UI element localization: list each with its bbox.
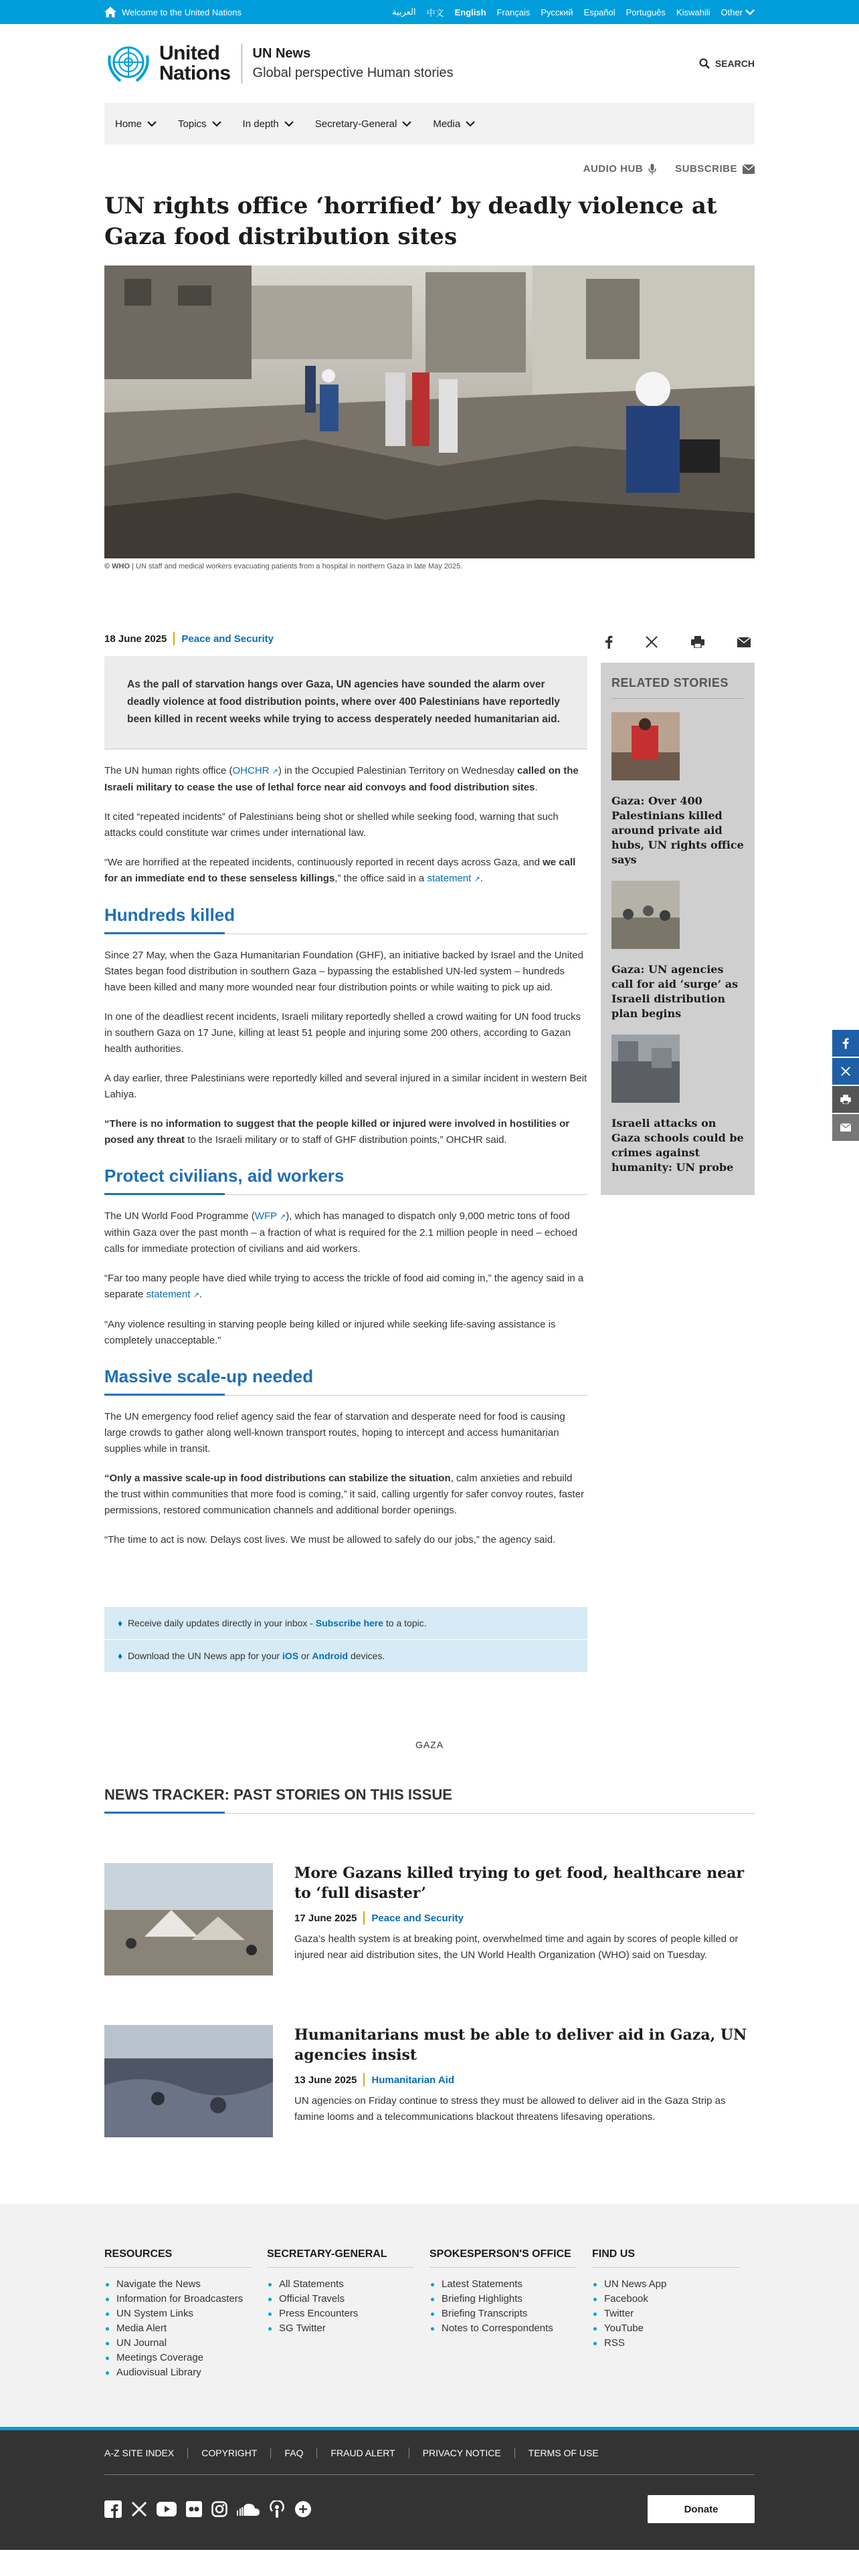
text: “Far too many people have died while trying to access the trickle of food aid coming in,” the agency said in a separate bbox=[104, 1273, 584, 1300]
floating-email-button[interactable] bbox=[832, 1114, 859, 1141]
welcome-link[interactable] bbox=[104, 7, 242, 17]
footer-link[interactable]: RSS bbox=[592, 2336, 755, 2351]
related-heading: RELATED STORIES bbox=[611, 676, 744, 699]
statement-link[interactable]: statement bbox=[427, 873, 472, 884]
lang-arabic[interactable]: العربية bbox=[392, 7, 416, 17]
hero-image bbox=[104, 265, 755, 558]
envelope-icon bbox=[743, 165, 755, 174]
lang-english[interactable]: English bbox=[454, 7, 486, 17]
chevron-down-icon bbox=[212, 120, 221, 127]
footer-heading: RESOURCES bbox=[104, 2248, 252, 2268]
nav-media-label: Media bbox=[433, 118, 461, 130]
text: ), which has managed to dispatch only 9,000 metric tons of food within Gaza over the past month – a fraction of what is required for the 2.1 million people in need – echoed calls for immediate protection of civilians and aid workers. bbox=[104, 1210, 578, 1255]
meta-divider bbox=[363, 2073, 365, 2086]
caption-credit: © WHO bbox=[104, 562, 130, 570]
paragraph bbox=[104, 855, 587, 887]
footer-resources bbox=[104, 2248, 267, 2380]
brand[interactable] bbox=[253, 46, 454, 81]
paragraph: In one of the deadliest recent incidents, Israeli military reportedly shelled a crowd waiting for UN food trucks in southern Gaza on 17 June, killing at least 51 people and injuring some 200 others, according to Gazan health authorities. bbox=[104, 1011, 581, 1055]
text: . bbox=[535, 782, 538, 793]
footer-link[interactable]: Press Encounters bbox=[267, 2306, 430, 2321]
article-lead: As the pall of starvation hangs over Gaza, UN agencies have sounded the alarm over deadly violence at food distribution points, where over 400 Palestinians have reportedly been killed in recent weeks while trying to access desperately needed humanitarian aid. bbox=[104, 656, 587, 750]
nav-home-label: Home bbox=[115, 118, 142, 130]
footer-link[interactable]: Briefing Highlights bbox=[430, 2292, 592, 2306]
nav-in-depth-label: In depth bbox=[242, 118, 279, 130]
search-label: SEARCH bbox=[714, 58, 755, 69]
topic-tag[interactable]: GAZA bbox=[415, 1739, 444, 1750]
chevron-down-icon bbox=[147, 120, 157, 127]
paragraph: “Any violence resulting in starving people being killed or injured while seeking life-saving assistance is completely unacceptable.” bbox=[104, 1319, 556, 1346]
sub-nav bbox=[104, 163, 755, 175]
paragraph bbox=[104, 1116, 587, 1148]
lang-other-label: Other bbox=[721, 7, 743, 17]
paragraph bbox=[104, 1208, 587, 1257]
paragraph: “The time to act is now. Delays cost lives. We must be allowed to safely do our jobs,” the agency said. bbox=[104, 1534, 556, 1545]
related-story[interactable] bbox=[611, 1035, 744, 1175]
diamond-icon: ♦ bbox=[118, 1650, 123, 1661]
footer-secretary-general bbox=[267, 2248, 430, 2380]
android-link[interactable]: Android bbox=[312, 1650, 349, 1661]
footer-link[interactable]: UN News App bbox=[592, 2277, 755, 2292]
audio-hub-link[interactable] bbox=[583, 163, 657, 175]
footer-legal-link[interactable]: COPYRIGHT bbox=[187, 2448, 270, 2458]
tracker-story bbox=[104, 1863, 755, 1975]
lang-french[interactable]: Français bbox=[496, 7, 531, 17]
story-date: 13 June 2025 bbox=[294, 2074, 357, 2086]
lang-russian[interactable]: Русский bbox=[541, 7, 573, 17]
paragraph: It cited “repeated incidents” of Palestinians being shot or shelled while seeking food, warning that such attacks could constitute war crimes under international law. bbox=[104, 811, 559, 839]
floating-facebook-button[interactable] bbox=[832, 1030, 859, 1057]
nav-in-depth[interactable] bbox=[243, 118, 294, 130]
text: ) in the Occupied Palestinian Territory on Wednesday bbox=[278, 765, 518, 776]
footer-bottom bbox=[0, 2427, 859, 2550]
footer-link[interactable]: Briefing Transcripts bbox=[430, 2306, 592, 2321]
floating-share bbox=[832, 1030, 859, 1142]
promo-subscribe bbox=[104, 1607, 587, 1640]
subscribe-here-link[interactable]: Subscribe here bbox=[315, 1618, 384, 1628]
paragraph bbox=[104, 1471, 587, 1519]
section-heading: Protect civilians, aid workers bbox=[104, 1166, 587, 1195]
lang-other-dropdown[interactable] bbox=[721, 7, 755, 17]
nav-secretary-general[interactable] bbox=[315, 118, 412, 130]
meta-divider bbox=[173, 632, 175, 645]
article-title: UN rights office ‘horrified’ by deadly violence at Gaza food distribution sites bbox=[104, 193, 717, 250]
share-bar bbox=[601, 632, 755, 652]
footer-legal-link[interactable]: PRIVACY NOTICE bbox=[409, 2448, 514, 2458]
lang-portuguese[interactable]: Português bbox=[626, 7, 666, 17]
main-nav bbox=[104, 103, 755, 144]
logo-line-2: Nations bbox=[159, 62, 231, 84]
subscribe-link[interactable] bbox=[675, 163, 755, 175]
section-heading: Hundreds killed bbox=[104, 905, 587, 934]
related-story[interactable] bbox=[611, 881, 744, 1021]
story-summary: Gaza’s health system is at breaking point, overwhelmed time and again by scores of people killed or injured near aid distribution sites, the UN World Health Organization (WHO) said on Tuesday. bbox=[294, 1933, 739, 1961]
facebook-icon bbox=[842, 1037, 849, 1049]
footer-link[interactable]: Media Alert bbox=[104, 2321, 267, 2336]
section-heading: Massive scale-up needed bbox=[104, 1366, 587, 1396]
footer-heading: FIND US bbox=[592, 2248, 739, 2268]
text: The UN human rights office ( bbox=[104, 765, 233, 776]
text: The UN World Food Programme ( bbox=[104, 1210, 255, 1222]
lang-kiswahili[interactable]: Kiswahili bbox=[676, 7, 710, 17]
text: Download the UN News app for your bbox=[127, 1650, 283, 1661]
related-stories bbox=[601, 663, 755, 1195]
footer-link[interactable]: Twitter bbox=[592, 2306, 755, 2321]
diamond-icon: ♦ bbox=[118, 1618, 123, 1628]
facebook-icon[interactable] bbox=[605, 635, 613, 649]
un-emblem-icon bbox=[104, 42, 153, 85]
x-twitter-icon[interactable] bbox=[646, 636, 658, 648]
hero-photo bbox=[104, 265, 755, 558]
email-icon bbox=[840, 1123, 851, 1132]
footer-divider bbox=[104, 2474, 755, 2475]
footer-spokesperson bbox=[430, 2248, 592, 2380]
facebook-icon[interactable] bbox=[104, 2500, 122, 2518]
donate-button[interactable]: Donate bbox=[648, 2495, 755, 2523]
nav-topics[interactable] bbox=[178, 118, 221, 130]
chevron-down-icon bbox=[284, 120, 294, 127]
related-title[interactable]: Gaza: UN agencies call for aid ‘surge’ as Israeli distribution plan begins bbox=[611, 963, 739, 1020]
story-meta bbox=[294, 2073, 755, 2086]
external-link-icon: ↗ bbox=[193, 1291, 199, 1299]
brand-title: UN News bbox=[252, 46, 311, 61]
logo-line-1: United bbox=[159, 42, 220, 64]
story-title[interactable]: More Gazans killed trying to get food, healthcare near to ‘full disaster’ bbox=[294, 1864, 745, 1902]
story-title[interactable]: Humanitarians must be able to deliver aid in Gaza, UN agencies insist bbox=[294, 2026, 747, 2064]
related-thumbnail[interactable] bbox=[611, 1035, 680, 1103]
footer-heading: SPOKESPERSON'S OFFICE bbox=[430, 2248, 577, 2268]
footer-link[interactable]: Audiovisual Library bbox=[104, 2365, 267, 2380]
footer-legal-link[interactable]: A-Z SITE INDEX bbox=[104, 2448, 175, 2458]
print-icon bbox=[840, 1095, 851, 1104]
floating-print-button[interactable] bbox=[832, 1086, 859, 1113]
external-link-icon: ↗ bbox=[474, 875, 480, 883]
footer-legal-link[interactable]: FRAUD ALERT bbox=[316, 2448, 408, 2458]
nav-topics-label: Topics bbox=[178, 118, 207, 130]
footer-link[interactable]: Information for Broadcasters bbox=[104, 2292, 267, 2306]
lang-spanish[interactable]: Español bbox=[583, 7, 615, 17]
paragraph bbox=[104, 1271, 587, 1303]
chevron-down-icon bbox=[402, 120, 411, 127]
bold-text: “Only a massive scale-up in food distributions can stabilize the situation bbox=[104, 1473, 451, 1484]
text: “We are horrified at the repeated incidents, continuously reported in recent days across Gaza, and bbox=[104, 857, 543, 868]
social-links bbox=[104, 2495, 755, 2523]
welcome-text: Welcome to the United Nations bbox=[122, 7, 242, 17]
text: Receive daily updates directly in your inbox - bbox=[127, 1618, 316, 1628]
story-summary: UN agencies on Friday continue to stress they must be allowed to deliver aid in the Gaza Strip as famine looms and a telecommunications blackout threatens lifesaving operations. bbox=[294, 2095, 726, 2123]
article-meta bbox=[104, 632, 587, 645]
ios-link[interactable]: iOS bbox=[282, 1650, 299, 1661]
text: devices. bbox=[348, 1650, 385, 1661]
search-icon bbox=[699, 58, 710, 69]
news-tracker-heading: NEWS TRACKER: PAST STORIES ON THIS ISSUE bbox=[104, 1786, 755, 1814]
email-icon[interactable] bbox=[737, 637, 751, 647]
text: to the Israeli military or to staff of GHF distribution points,” OHCHR said. bbox=[185, 1134, 507, 1146]
article-body bbox=[104, 632, 587, 1673]
footer-link[interactable]: SG Twitter bbox=[267, 2321, 430, 2336]
paragraph bbox=[104, 763, 587, 796]
flickr-icon[interactable] bbox=[186, 2501, 202, 2517]
ohchr-link[interactable]: OHCHR bbox=[232, 765, 270, 776]
footer-links bbox=[0, 2204, 859, 2427]
article-category-link[interactable]: Peace and Security bbox=[181, 633, 274, 645]
story-category-link[interactable]: Humanitarian Aid bbox=[371, 2074, 455, 2086]
bold-text: we call for an immediate end to these senseless killings bbox=[104, 857, 576, 884]
search-button[interactable] bbox=[699, 58, 755, 69]
bold-text: “There is no information to suggest that the people killed or injured were involved in hostilities or posed any threat bbox=[104, 1118, 570, 1146]
footer-link[interactable]: Latest Statements bbox=[430, 2277, 592, 2292]
legal-links bbox=[104, 2448, 755, 2458]
print-icon[interactable] bbox=[691, 636, 704, 648]
subscribe-label: SUBSCRIBE bbox=[675, 163, 737, 175]
external-link-icon: ↗ bbox=[272, 768, 278, 776]
story-meta bbox=[294, 1911, 755, 1925]
text: . bbox=[480, 873, 483, 884]
wfp-link[interactable]: WFP bbox=[254, 1210, 277, 1222]
promo-box bbox=[104, 1607, 587, 1673]
caption-text: | UN staff and medical workers evacuating patients from a hospital in northern Gaza in late May 2025. bbox=[130, 562, 463, 570]
story-image[interactable] bbox=[104, 2025, 273, 2137]
nav-home[interactable] bbox=[115, 118, 157, 130]
home-icon bbox=[104, 7, 116, 17]
soundcloud-icon[interactable] bbox=[237, 2502, 260, 2516]
footer-link[interactable]: Facebook bbox=[592, 2292, 755, 2306]
audio-hub-label: AUDIO HUB bbox=[583, 163, 644, 175]
related-story[interactable] bbox=[611, 712, 744, 867]
text: to a topic. bbox=[383, 1618, 427, 1628]
footer-link[interactable]: Notes to Correspondents bbox=[430, 2321, 592, 2336]
top-bar bbox=[0, 0, 859, 24]
footer-legal-link[interactable]: TERMS OF USE bbox=[514, 2448, 612, 2458]
lang-chinese[interactable]: 中文 bbox=[426, 7, 444, 18]
promo-app bbox=[104, 1640, 587, 1673]
image-caption bbox=[104, 562, 755, 570]
footer-link[interactable]: YouTube bbox=[592, 2321, 755, 2336]
footer-link[interactable]: Meetings Coverage bbox=[104, 2351, 267, 2365]
external-link-icon: ↗ bbox=[280, 1213, 286, 1221]
site-header bbox=[0, 24, 859, 103]
paragraph: A day earlier, three Palestinians were reportedly killed and several injured in a similar incident in western Beit Lahiya. bbox=[104, 1073, 587, 1100]
microphone-icon bbox=[648, 164, 656, 175]
footer-link[interactable]: Navigate the News bbox=[104, 2277, 267, 2292]
x-twitter-icon[interactable] bbox=[131, 2501, 147, 2517]
related-thumbnail[interactable] bbox=[611, 881, 680, 949]
chevron-down-icon bbox=[745, 9, 755, 15]
story-category-link[interactable]: Peace and Security bbox=[371, 1912, 464, 1924]
paragraph: Since 27 May, when the Gaza Humanitarian Foundation (GHF), an initiative backed by Israel and the United States began food distribution in southern Gaza – bypassing the established UN-led system – hundreds have been killed and many more wounded near four distribution points or while waiting to pick up aid. bbox=[104, 950, 583, 993]
footer-link[interactable]: Official Travels bbox=[267, 2292, 430, 2306]
nav-media[interactable] bbox=[433, 118, 475, 130]
x-twitter-icon bbox=[841, 1067, 850, 1076]
footer-link[interactable]: UN Journal bbox=[104, 2336, 267, 2351]
related-thumbnail[interactable] bbox=[611, 712, 680, 780]
footer-link[interactable]: All Statements bbox=[267, 2277, 430, 2292]
footer-heading: SECRETARY-GENERAL bbox=[267, 2248, 414, 2268]
youtube-icon[interactable] bbox=[157, 2502, 177, 2516]
sidebar bbox=[601, 632, 755, 1673]
text: , calm anxieties and rebuild the trust within communities that more food is coming,” it said, calling urgently for safer convoy routes, faster permissions, restored communication channels and additional border openings. bbox=[104, 1473, 584, 1516]
un-logo[interactable] bbox=[104, 42, 231, 85]
text: . bbox=[199, 1289, 202, 1300]
nav-sg-label: Secretary-General bbox=[314, 118, 397, 130]
story-date: 17 June 2025 bbox=[294, 1912, 357, 1924]
text: ,” the office said in a bbox=[335, 873, 427, 884]
podcast-icon[interactable] bbox=[269, 2500, 285, 2518]
brand-tagline: Global perspective Human stories bbox=[252, 66, 454, 80]
footer-find-us bbox=[592, 2248, 755, 2380]
footer-legal-link[interactable]: FAQ bbox=[270, 2448, 316, 2458]
more-icon[interactable] bbox=[294, 2500, 312, 2518]
floating-x-button[interactable] bbox=[832, 1058, 859, 1085]
meta-divider bbox=[363, 1911, 365, 1925]
bold-text: called on the Israeli military to cease the use of lethal force near aid convoys and food distribution sites bbox=[104, 765, 579, 793]
related-title[interactable]: Gaza: Over 400 Palestinians killed around private aid hubs, UN rights office says bbox=[611, 794, 744, 866]
paragraph: The UN emergency food relief agency said the fear of starvation and desperate need for food is causing large crowds to gather along well-known transport routes, hoping to intercept and access humanitarian supplies while in transit. bbox=[104, 1411, 565, 1455]
article-date: 18 June 2025 bbox=[104, 633, 167, 645]
story-image[interactable] bbox=[104, 1863, 273, 1975]
tracker-story bbox=[104, 2025, 755, 2137]
related-title[interactable]: Israeli attacks on Gaza schools could be crimes against humanity: UN probe bbox=[611, 1117, 744, 1174]
language-switcher bbox=[392, 6, 755, 19]
text: or bbox=[298, 1650, 312, 1661]
chevron-down-icon bbox=[466, 120, 475, 127]
instagram-icon[interactable] bbox=[211, 2501, 227, 2517]
statement-link[interactable]: statement bbox=[146, 1289, 191, 1300]
footer-link[interactable]: UN System Links bbox=[104, 2306, 267, 2321]
